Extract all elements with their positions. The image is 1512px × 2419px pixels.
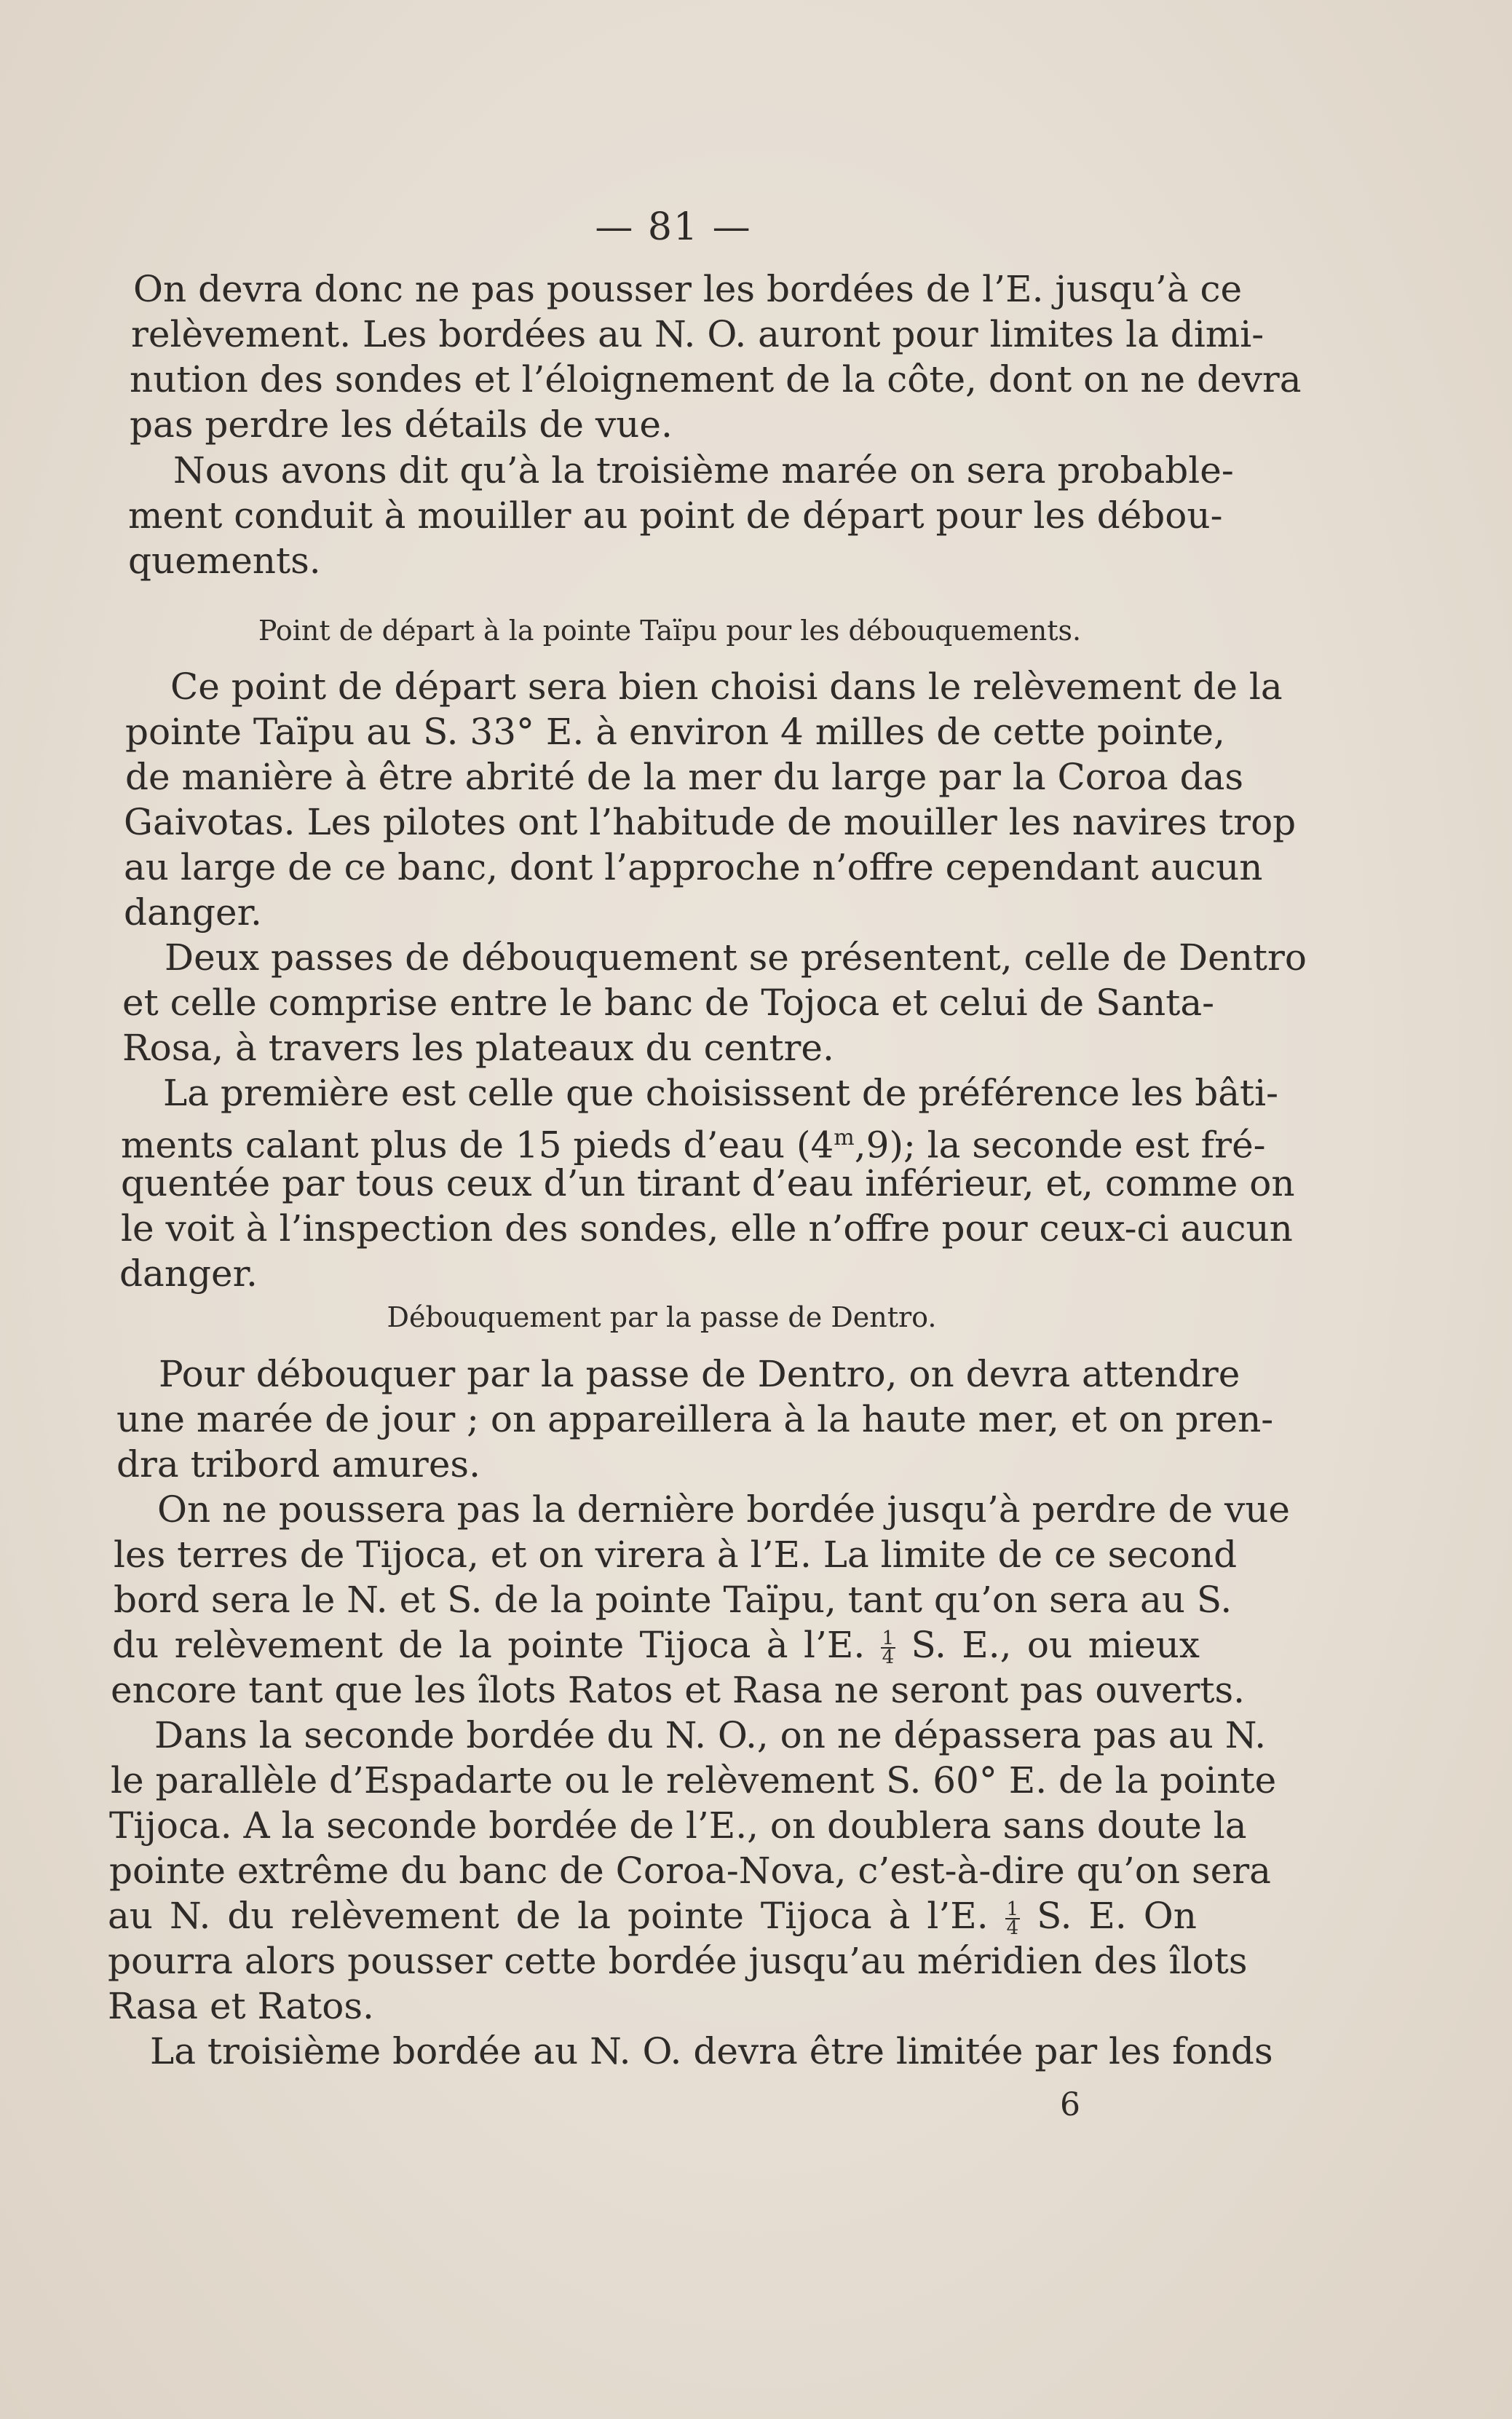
- fraction-numerator: 1: [882, 1627, 895, 1649]
- text-line: Nous avons dit qu’à la troisième marée on sera probable-: [173, 449, 1234, 492]
- section-heading: Débouquement par la passe de Dentro.: [387, 1301, 937, 1333]
- page-number-header: — 81 —: [595, 205, 752, 249]
- text-line: Dans la seconde bordée du N. O., on ne dépassera pas au N.: [154, 1714, 1267, 1756]
- text-line: une marée de jour ; on appareillera à la haute mer, et on pren-: [116, 1398, 1274, 1440]
- text-line: [108, 1893, 1197, 1938]
- text-line: Pour débouquer par la passe de Dentro, on devra attendre: [159, 1353, 1240, 1395]
- text-line: nution des sondes et l’éloignement de la côte, dont on ne devra: [130, 358, 1302, 400]
- fraction-denominator: 4: [882, 1646, 895, 1668]
- text-line: quements.: [128, 540, 321, 582]
- text-line: pas perdre les détails de vue.: [130, 403, 673, 446]
- text-line: danger.: [124, 891, 262, 934]
- text-line: La première est celle que choisissent de préférence les bâti-: [163, 1072, 1279, 1114]
- text-fragment: ,9); la seconde est fré-: [854, 1124, 1266, 1167]
- text-line: et celle comprise entre le banc de Tojoca et celui de Santa-: [122, 982, 1215, 1024]
- fraction-denominator: 4: [1006, 1917, 1019, 1939]
- text-line: Gaivotas. Les pilotes ont l’habitude de mouiller les navires trop: [124, 801, 1297, 843]
- text-fragment: ments calant plus de 15 pieds d’eau (4: [121, 1124, 834, 1167]
- text-line: au large de ce banc, dont l’approche n’offre cependant aucun: [124, 846, 1263, 888]
- text-line: danger.: [119, 1252, 258, 1295]
- text-line: de manière à être abrité de la mer du large par la Coroa das: [125, 756, 1244, 798]
- text-fragment: au N. du relèvement de la pointe Tijoca à l’E.: [108, 1895, 989, 1937]
- fraction: [881, 1627, 896, 1668]
- text-line: [121, 1116, 1266, 1167]
- text-line: On devra donc ne pas pousser les bordées de l’E. jusqu’à ce: [133, 268, 1243, 310]
- text-line: le voit à l’inspection des sondes, elle n’offre pour ceux-ci aucun: [121, 1207, 1293, 1250]
- text-fragment: du relèvement de la pointe Tijoca à l’E.: [112, 1624, 866, 1666]
- text-line: On ne poussera pas la dernière bordée jusqu’à perdre de vue: [157, 1488, 1291, 1531]
- text-line: [112, 1622, 1200, 1668]
- text-line: relèvement. Les bordées au N. O. auront pour limites la dimi-: [131, 313, 1264, 355]
- text-line: bord sera le N. et S. de la pointe Taïpu, tant qu’on sera au S.: [114, 1579, 1232, 1621]
- text-line: pourra alors pousser cette bordée jusqu’au méridien des îlots: [108, 1940, 1248, 1982]
- text-line: ment conduit à mouiller au point de départ pour les débou-: [128, 494, 1223, 537]
- section-heading: Point de départ à la pointe Taïpu pour les débouquements.: [258, 615, 1082, 647]
- text-line: Rasa et Ratos.: [108, 1985, 374, 2027]
- text-line: Rosa, à travers les plateaux du centre.: [122, 1027, 834, 1069]
- text-fragment: S. E. On: [1037, 1895, 1197, 1937]
- text-line: La troisième bordée au N. O. devra être limitée par les fonds: [150, 2030, 1273, 2072]
- signature-mark: 6: [1060, 2086, 1080, 2123]
- fraction-numerator: 1: [1006, 1898, 1019, 1920]
- text-line: le parallèle d’Espadarte ou le relèvement S. 60° E. de la pointe: [111, 1759, 1277, 1802]
- text-line: quentée par tous ceux d’un tirant d’eau inférieur, et, comme on: [121, 1162, 1295, 1204]
- text-line: Ce point de départ sera bien choisi dans le relèvement de la: [170, 666, 1283, 708]
- superscript: m: [834, 1125, 855, 1151]
- text-line: encore tant que les îlots Ratos et Rasa ne seront pas ouverts.: [111, 1669, 1246, 1711]
- text-line: les terres de Tijoca, et on virera à l’E. La limite de ce second: [114, 1534, 1238, 1576]
- text-line: Tijoca. A la seconde bordée de l’E., on doublera sans doute la: [109, 1804, 1247, 1847]
- text-line: pointe extrême du banc de Coroa-Nova, c’est-à-dire qu’on sera: [109, 1850, 1271, 1892]
- text-fragment: S. E., ou mieux: [911, 1624, 1200, 1666]
- text-line: pointe Taïpu au S. 33° E. à environ 4 milles de cette pointe,: [125, 711, 1225, 753]
- text-line: Deux passes de débouquement se présentent, celle de Dentro: [165, 936, 1307, 979]
- fraction: [1005, 1898, 1021, 1939]
- text-line: dra tribord amures.: [116, 1443, 480, 1485]
